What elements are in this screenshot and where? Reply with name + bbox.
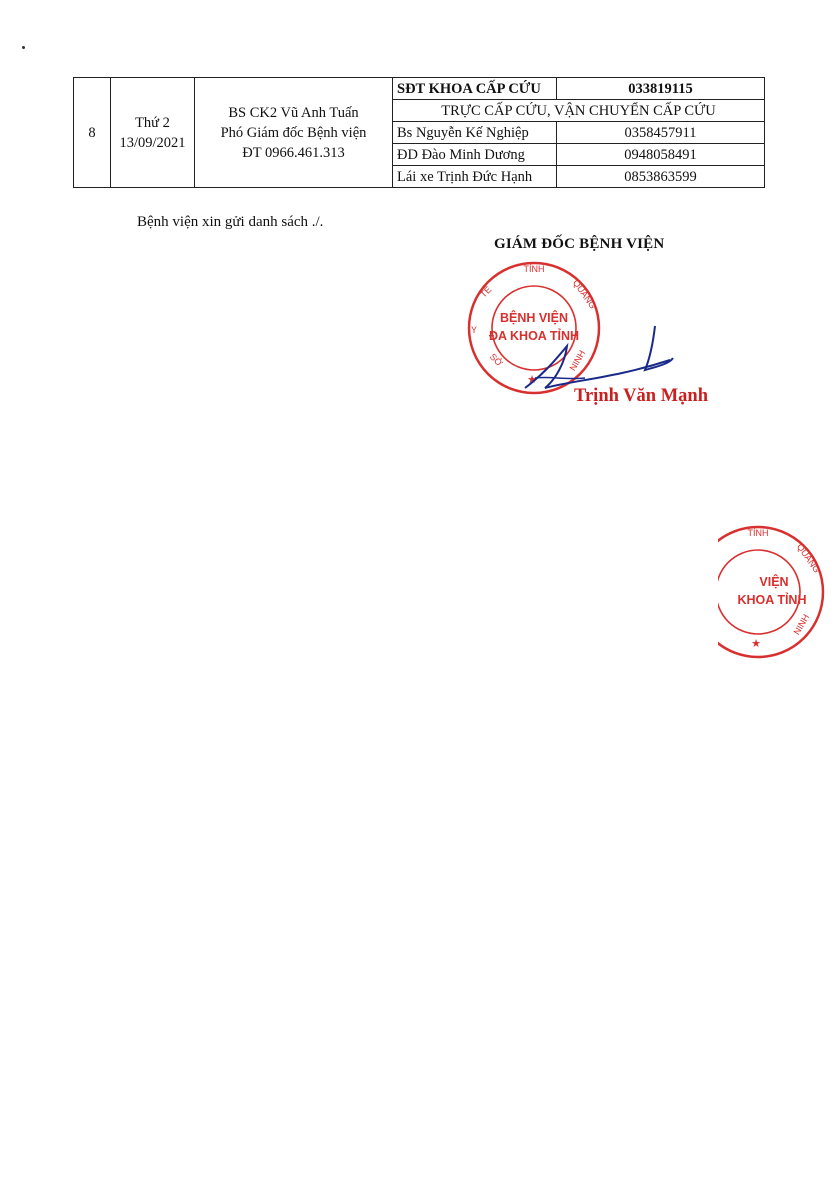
svg-text:NINH: NINH — [791, 612, 812, 637]
svg-text:QUẢNG: QUẢNG — [794, 541, 823, 575]
hotline-label: SĐT KHOA CẤP CỨU — [393, 78, 557, 100]
date-cell — [111, 78, 195, 188]
partial-seal-icon — [718, 522, 838, 662]
svg-text:TỈNH: TỈNH — [747, 528, 769, 538]
closing-text: Bệnh viện xin gửi danh sách ./. — [137, 214, 324, 230]
staff-name: ĐD Đào Minh Dương — [393, 144, 557, 166]
svg-text:Y: Y — [470, 325, 478, 335]
partial-seal-line-2: KHOA TỈNH — [737, 593, 807, 607]
partial-seal-line-1: VIỆN — [759, 575, 789, 589]
staff-phone: 0948058491 — [557, 144, 765, 166]
seal-line-1: BỆNH VIỆN — [499, 311, 569, 325]
staff-phone: 0853863599 — [557, 166, 765, 188]
svg-text:★: ★ — [751, 638, 761, 650]
date-label: 13/09/2021 — [119, 134, 186, 151]
svg-text:★: ★ — [527, 374, 537, 386]
partial-seal — [718, 522, 840, 662]
svg-text:QUẢNG: QUẢNG — [570, 277, 599, 311]
hotline-number: 033819115 — [557, 78, 765, 100]
day-label: Thứ 2 — [135, 114, 170, 131]
leader-name: BS CK2 Vũ Anh Tuấn — [228, 104, 359, 121]
director-name: Trịnh Văn Mạnh — [574, 386, 708, 406]
staff-name: Lái xe Trịnh Đức Hạnh — [393, 166, 557, 188]
leader-position: Phó Giám đốc Bệnh viện — [220, 124, 367, 141]
row-number-cell: 8 — [74, 78, 111, 188]
duty-header: TRỰC CẤP CỨU, VẬN CHUYỂN CẤP CỨU — [393, 100, 765, 122]
svg-text:TỈNH: TỈNH — [523, 264, 545, 274]
seal-line-2: ĐA KHOA TỈNH — [488, 329, 580, 343]
director-title: GIÁM ĐỐC BỆNH VIỆN — [494, 236, 665, 252]
on-duty-leader-cell — [195, 78, 393, 188]
scan-speck — [22, 46, 25, 49]
leader-phone: ĐT 0966.461.313 — [242, 144, 345, 161]
svg-text:NINH: NINH — [567, 348, 588, 373]
staff-name: Bs Nguyễn Kế Nghiệp — [393, 122, 557, 144]
svg-text:TẾ: TẾ — [478, 284, 494, 300]
duty-roster-table — [73, 77, 765, 188]
svg-text:SỞ: SỞ — [487, 351, 505, 369]
table-row — [74, 78, 765, 100]
staff-phone: 0358457911 — [557, 122, 765, 144]
